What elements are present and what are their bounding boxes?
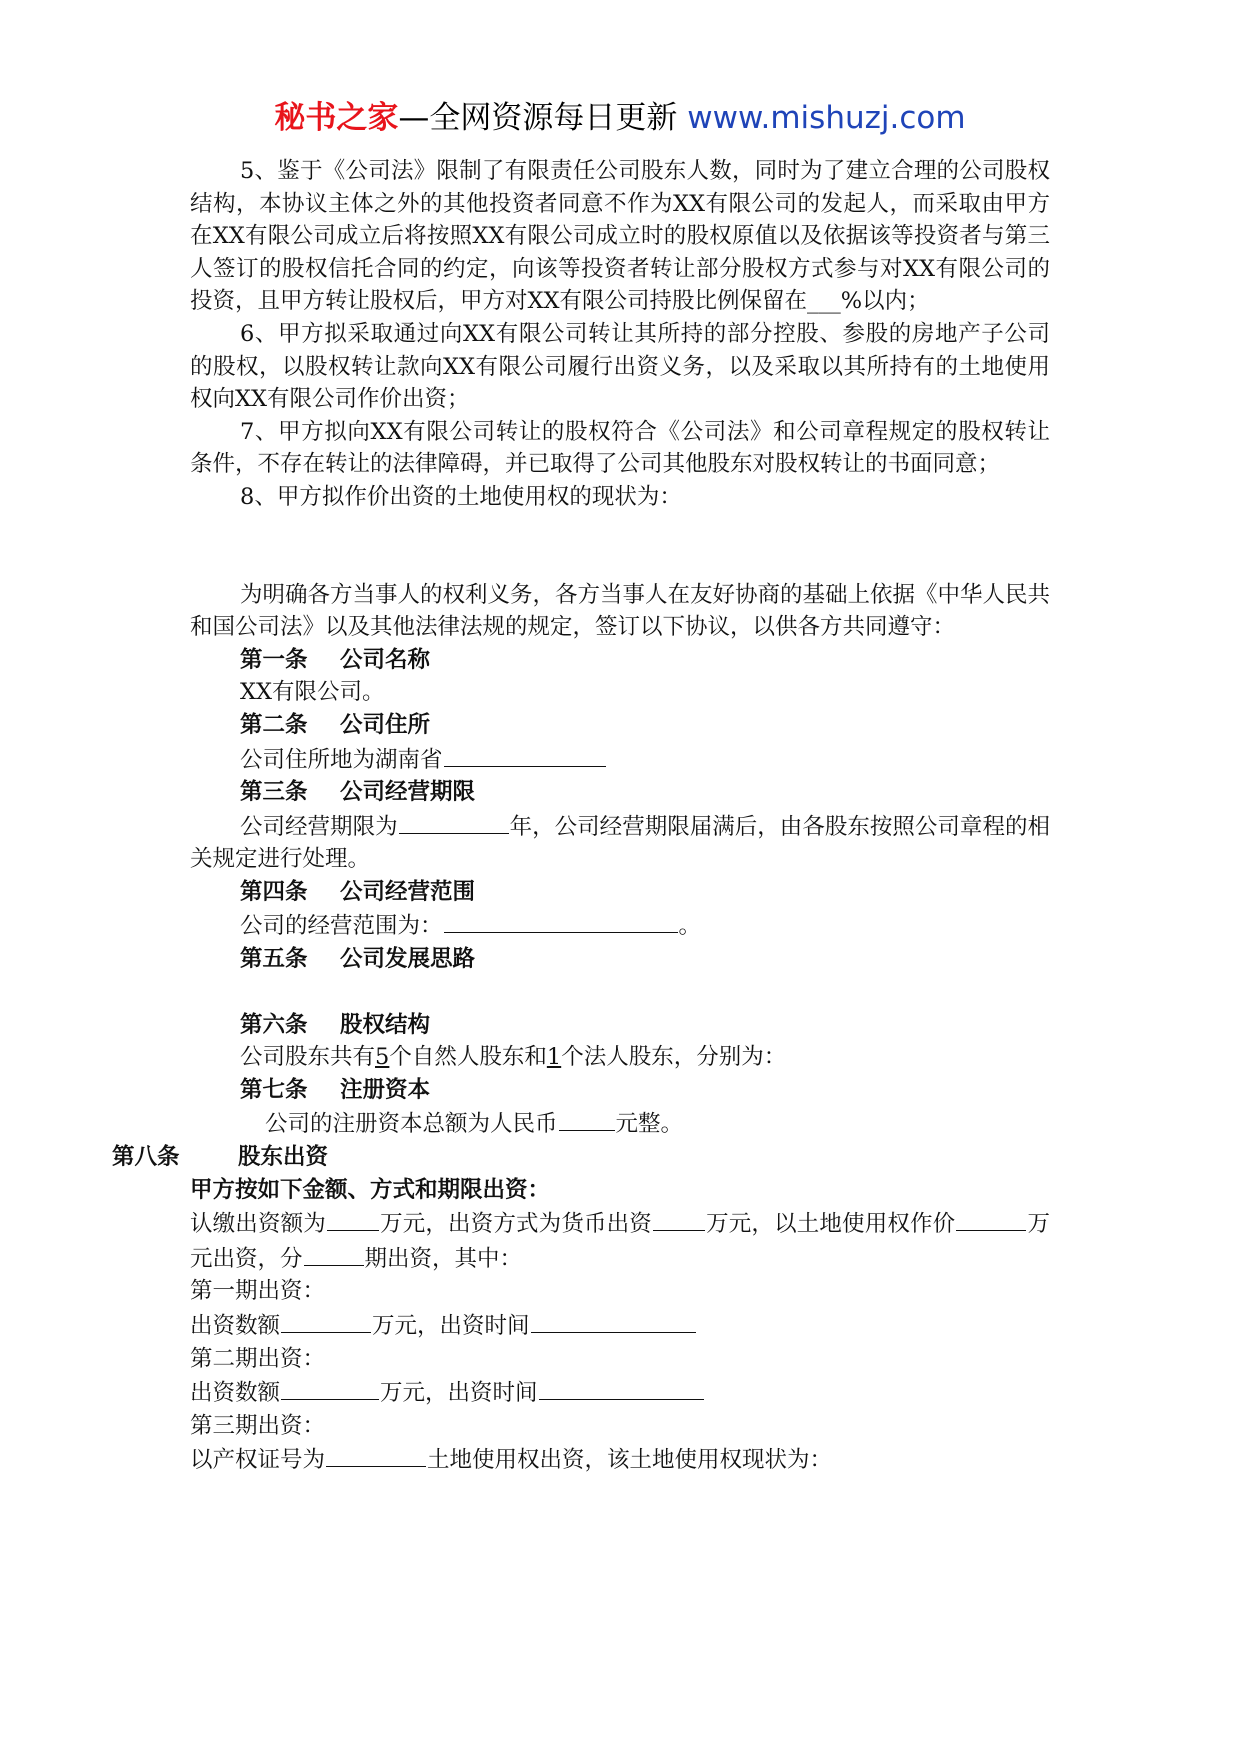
first-amount-blank[interactable] — [281, 1308, 371, 1333]
text: 万元，出资时间 — [372, 1313, 530, 1339]
intro-paragraph: 为明确各方当事人的权利义务，各方当事人在友好协商的基础上依据《中华人民共和国公司法》以及其他法律法规的规定，签订以下协议，以供各方共同遵守： — [190, 581, 1051, 641]
article-8-heading — [112, 1141, 1050, 1174]
first-installment-label: 第一期出资： — [190, 1278, 326, 1305]
text: 期出资，其中： — [364, 1245, 523, 1272]
article-2-text — [190, 742, 1050, 777]
land-amount-blank[interactable] — [956, 1206, 1026, 1231]
capital-blank[interactable] — [559, 1106, 615, 1131]
article-number: 第三条 — [240, 779, 308, 806]
article-title: 股东出资 — [238, 1144, 329, 1171]
text: 出资数额 — [190, 1313, 281, 1339]
text: 认缴出资额为 — [190, 1211, 326, 1238]
contribution-line-1 — [190, 1206, 1050, 1275]
article-4-text — [190, 908, 1050, 943]
term-label: 公司经营期限为 — [240, 813, 398, 840]
article-title: 公司经营范围 — [340, 878, 476, 905]
article-7-heading — [190, 1074, 1050, 1107]
text: 万元，出资方式为货币出资 — [379, 1211, 652, 1238]
second-amount-blank[interactable] — [281, 1375, 379, 1400]
brand-name: 秘书之家 — [274, 100, 399, 136]
text: 以产权证号为 — [190, 1447, 326, 1474]
natural-shareholder-count: 5 — [375, 1044, 390, 1071]
capital-end: 元整。 — [615, 1111, 684, 1138]
address-blank[interactable] — [444, 742, 606, 767]
article-1-heading — [190, 644, 1050, 677]
spacer — [190, 976, 1050, 1009]
article-number: 第五条 — [240, 946, 308, 973]
first-installment-line — [190, 1308, 1050, 1343]
paragraph-6: 6、甲方拟采取通过向XX有限公司转让其所持的部分控股、参股的房地产子公司的股权，以股权转让款向XX有限公司履行出资义务，以及采取以其所持有的土地使用权向XX有限公司作价出资； — [190, 320, 1050, 413]
certificate-line — [190, 1442, 1050, 1477]
paragraph-5: 5、鉴于《公司法》限制了有限责任公司股东人数，同时为了建立合理的公司股权结构，本协议主体之外的其他投资者同意不作为XX有限公司的发起人，而采取由甲方在XX有限公司成立后将按照XX有限公司成立时的股权原值以及依据该等投资者与第三人签订的股权信托合同的约定，向该等投资者转让部分股权方式参与对XX有限公司的投资，且甲方转让股权后，甲方对XX有限公司持股比例保留在___%以内； — [190, 158, 1050, 315]
article-3-heading — [190, 776, 1050, 809]
spacer — [190, 514, 1050, 579]
article-3-text — [190, 809, 1050, 876]
article-2-heading — [190, 709, 1050, 742]
paragraph-7: 7、甲方拟向XX有限公司转让的股权符合《公司法》和公司章程规定的股权转让条件，不存在转让的法律障碍，并已取得了公司其他股东对股权转让的书面同意； — [190, 418, 1050, 478]
article-1-text: XX有限公司。 — [240, 679, 385, 706]
term-rest: 年，公司经营期限届满后，由各股东按照公司章程的相关规定进行处理。 — [190, 813, 1050, 873]
article-4-heading — [190, 876, 1050, 909]
article-number: 第六条 — [240, 1011, 308, 1038]
article-title: 公司住所 — [340, 711, 431, 738]
text: 出资数额 — [190, 1380, 281, 1407]
article-number: 第四条 — [240, 878, 308, 905]
text: 土地使用权出资，该土地使用权现状为： — [427, 1447, 833, 1474]
article-6-heading — [190, 1009, 1050, 1042]
scope-blank[interactable] — [444, 908, 678, 933]
article-title: 公司经营期限 — [340, 779, 476, 806]
cash-amount-blank[interactable] — [653, 1206, 705, 1231]
term-years-blank[interactable] — [399, 809, 509, 834]
document-body — [112, 155, 1051, 1477]
paragraph-8: 8、甲方拟作价出资的土地使用权的现状为： — [240, 483, 682, 510]
scope-label: 公司的经营范围为： — [240, 913, 443, 940]
second-time-blank[interactable] — [539, 1375, 704, 1400]
article-number: 第一条 — [240, 646, 308, 673]
certificate-number-blank[interactable] — [326, 1442, 426, 1467]
shareholder-text: 个法人股东，分别为： — [561, 1044, 787, 1071]
legal-shareholder-count: 1 — [546, 1044, 562, 1071]
article-title: 公司发展思路 — [340, 946, 476, 973]
scope-end: 。 — [678, 913, 702, 940]
text: 万元，出资时间 — [380, 1380, 538, 1407]
address-label: 公司住所地为湖南省 — [240, 746, 443, 773]
article-6-text — [190, 1041, 1050, 1074]
header-url[interactable]: www.mishuzj.com — [687, 100, 966, 136]
header-slogan: —全网资源每日更新 — [398, 100, 688, 136]
capital-label: 公司的注册资本总额为人民币 — [265, 1111, 558, 1138]
article-number: 第七条 — [240, 1076, 308, 1103]
third-installment-label: 第三期出资： — [190, 1412, 326, 1439]
second-installment-line — [190, 1375, 1050, 1410]
article-5-heading — [190, 943, 1050, 976]
installments-blank[interactable] — [304, 1241, 364, 1266]
site-header — [0, 98, 1240, 138]
text: 万元，以土地使用权作价 — [705, 1211, 956, 1238]
subscribed-amount-blank[interactable] — [327, 1206, 379, 1231]
second-installment-label: 第二期出资： — [190, 1345, 326, 1372]
shareholder-text: 个自然人股东和 — [389, 1044, 547, 1071]
article-number: 第八条 — [112, 1144, 180, 1171]
text: 万元出资，分 — [190, 1211, 1050, 1272]
shareholder-text: 公司股东共有 — [240, 1044, 376, 1071]
contribution-heading: 甲方按如下金额、方式和期限出资： — [190, 1176, 551, 1203]
article-title: 股权结构 — [340, 1011, 431, 1038]
article-7-text — [190, 1106, 1050, 1141]
article-title: 注册资本 — [340, 1076, 431, 1103]
article-title: 公司名称 — [340, 646, 431, 673]
first-time-blank[interactable] — [531, 1308, 696, 1333]
article-number: 第二条 — [240, 711, 308, 738]
